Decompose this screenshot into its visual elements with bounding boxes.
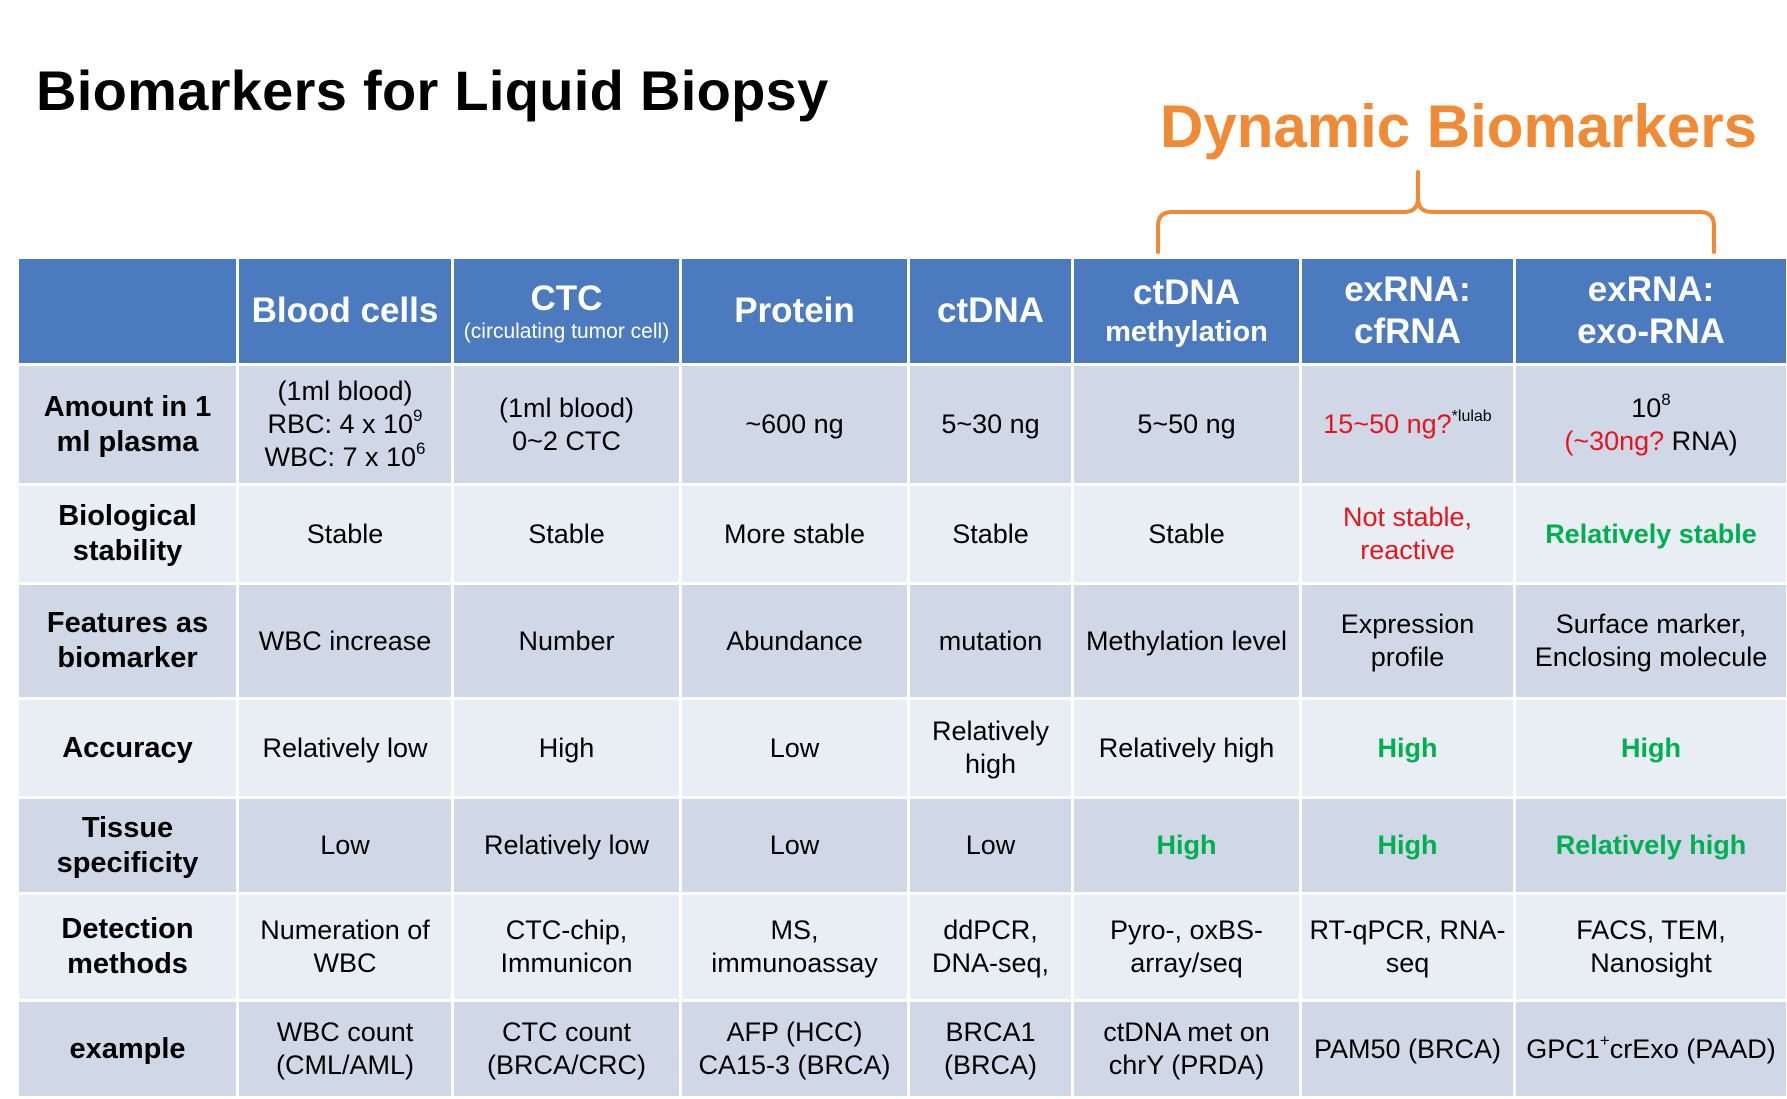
header-ctdna-methylation: ctDNA methylation xyxy=(1073,258,1301,365)
header-exrna-cfrna: exRNA: cfRNA xyxy=(1301,258,1515,365)
table-cell: Stable xyxy=(909,485,1073,584)
table-cell: Stable xyxy=(1073,485,1301,584)
table-cell: Relatively high xyxy=(1515,798,1787,894)
table-cell: High xyxy=(1073,798,1301,894)
header-row xyxy=(18,258,1787,365)
table-row-detection xyxy=(18,894,1787,1001)
header-blood-cells: Blood cells xyxy=(238,258,453,365)
table-cell: Stable xyxy=(453,485,681,584)
table-cell: Abundance xyxy=(681,584,909,699)
table-cell: Pyro-, oxBS-array/seq xyxy=(1073,894,1301,1001)
table-cell: $10^8$ (~30ng? RNA) xyxy=(1515,365,1787,485)
table-row-amount xyxy=(18,365,1787,485)
page-title: Biomarkers for Liquid Biopsy xyxy=(36,58,829,123)
table-cell: AFP (HCC) CA15-3 (BRCA) xyxy=(681,1001,909,1098)
table-cell: Low xyxy=(681,798,909,894)
table-cell: Surface marker, Enclosing molecule xyxy=(1515,584,1787,699)
table-cell: Relatively high xyxy=(1073,699,1301,798)
row-label: Accuracy xyxy=(18,699,238,798)
table-cell: Low xyxy=(238,798,453,894)
header-ctdna: ctDNA xyxy=(909,258,1073,365)
table-cell: Expression profile xyxy=(1301,584,1515,699)
table-cell: Relatively stable xyxy=(1515,485,1787,584)
table-row-features xyxy=(18,584,1787,699)
table-cell: Relatively low xyxy=(453,798,681,894)
header-ctc: CTC (circulating tumor cell) xyxy=(453,258,681,365)
row-label: Features as biomarker xyxy=(18,584,238,699)
table-cell: High xyxy=(1301,798,1515,894)
table-cell: ddPCR, DNA-seq, xyxy=(909,894,1073,1001)
header-corner xyxy=(18,258,238,365)
table-cell: WBC increase xyxy=(238,584,453,699)
row-label: example xyxy=(18,1001,238,1098)
table-cell: 15~50 ng?$^{*lulab}$ xyxy=(1301,365,1515,485)
header-protein: Protein xyxy=(681,258,909,365)
table-cell: mutation xyxy=(909,584,1073,699)
table-row-stability xyxy=(18,485,1787,584)
table-cell: PAM50 (BRCA) xyxy=(1301,1001,1515,1098)
table-cell: High xyxy=(1515,699,1787,798)
table-cell: Number xyxy=(453,584,681,699)
table-cell: CTC-chip, Immunicon xyxy=(453,894,681,1001)
table-cell: WBC count (CML/AML) xyxy=(238,1001,453,1098)
table-cell: (1ml blood) 0~2 CTC xyxy=(453,365,681,485)
table-cell: ~600 ng xyxy=(681,365,909,485)
row-label: Amount in 1 ml plasma xyxy=(18,365,238,485)
table-cell: Not stable, reactive xyxy=(1301,485,1515,584)
table-cell: Low xyxy=(909,798,1073,894)
table-cell: FACS, TEM, Nanosight xyxy=(1515,894,1787,1001)
table-cell: High xyxy=(453,699,681,798)
dynamic-biomarkers-brace xyxy=(0,0,1787,260)
table-cell: 5~50 ng xyxy=(1073,365,1301,485)
row-label: Tissue specificity xyxy=(18,798,238,894)
table-row-specificity xyxy=(18,798,1787,894)
table-cell: Numeration of WBC xyxy=(238,894,453,1001)
table-cell: BRCA1 (BRCA) xyxy=(909,1001,1073,1098)
table-cell: MS, immunoassay xyxy=(681,894,909,1001)
table-cell: Methylation level xyxy=(1073,584,1301,699)
table-cell: ctDNA met on chrY (PRDA) xyxy=(1073,1001,1301,1098)
table-row-accuracy xyxy=(18,699,1787,798)
table-cell: More stable xyxy=(681,485,909,584)
table-cell: Relatively low xyxy=(238,699,453,798)
table-cell: RT-qPCR, RNA-seq xyxy=(1301,894,1515,1001)
table-cell: (1ml blood) RBC: 4 x $10^9$ WBC: 7 x $10^6$ xyxy=(238,365,453,485)
table-cell: Low xyxy=(681,699,909,798)
table-cell: CTC count (BRCA/CRC) xyxy=(453,1001,681,1098)
table-cell: High xyxy=(1301,699,1515,798)
table-cell: Stable xyxy=(238,485,453,584)
table-cell: GPC1+crExo (PAAD) xyxy=(1515,1001,1787,1098)
table-cell: Relatively high xyxy=(909,699,1073,798)
biomarker-table xyxy=(16,256,1787,1099)
row-label: Biological stability xyxy=(18,485,238,584)
table-cell: 5~30 ng xyxy=(909,365,1073,485)
dynamic-biomarkers-label: Dynamic Biomarkers xyxy=(1160,92,1757,161)
table-row-example xyxy=(18,1001,1787,1098)
header-exrna-exo: exRNA: exo-RNA xyxy=(1515,258,1787,365)
row-label: Detection methods xyxy=(18,894,238,1001)
